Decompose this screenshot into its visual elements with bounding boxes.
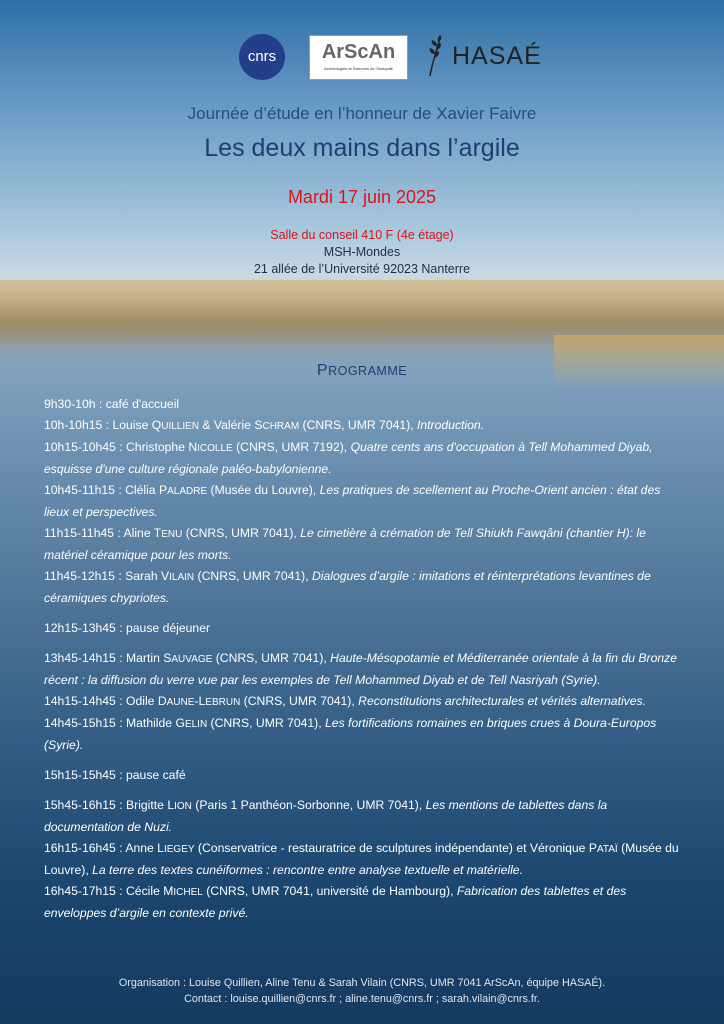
programme-item [44, 881, 684, 924]
programme-heading [0, 362, 724, 380]
programme-item-affiliation: (Musée du Louvre), [207, 483, 320, 497]
speaker-name: (Conservatrice - restauratrice de sculptures indépendante) et Véronique P [194, 841, 597, 855]
programme-item-title: Les mentions de tablettes dans la documentation de Nuzi. [44, 798, 608, 834]
programme-item-affiliation: (CNRS, UMR 7041), [240, 694, 359, 708]
arscan-logo-subtitle: Archéologies et Sciences de l'Antiquité [324, 66, 393, 71]
speaker-name: Odile D [126, 694, 167, 708]
footer-organisation: Organisation : Louise Quillien, Aline Tenu & Sarah Vilain (CNRS, UMR 7041 ArScAn, équipe HASAÉ). [118, 977, 606, 989]
programme-item-text: 12h15-13h45 : pause déjeuner [44, 621, 211, 635]
programme-item-time: 13h45-14h15 : [44, 651, 126, 665]
programme-item-time: 10h-10h15 : [44, 418, 113, 432]
programme-item-title: Haute-Mésopotamie et Méditerranée orientale à la fin du Bronze récent : la diffusion du verre vue par les exemples de Tell Mohammed Diyab et de Tell Nasriyah (Syrie). [44, 651, 678, 687]
programme-item-title: Reconstitutions architecturales et vérités alternatives. [358, 694, 647, 708]
programme-item [44, 480, 684, 523]
programme-item-title: Les fortifications romaines en briques crues à Doura-Europos (Syrie). [44, 716, 657, 752]
programme-item-title: Fabrication des tablettes et des enveloppes d’argile en contexte privé. [44, 884, 627, 920]
programme-item-time: 16h45-17h15 : [44, 884, 126, 898]
cnrs-logo: cnrs [239, 34, 285, 80]
speaker-surname-smallcaps: ICHEL [173, 887, 203, 898]
programme-item-time: 10h15-10h45 : [44, 440, 126, 454]
logo-bar [0, 34, 724, 80]
programme-item-time: 11h15-11h45 : [44, 526, 124, 540]
speaker-surname-smallcaps: IEGEY [163, 844, 195, 855]
programme-item-affiliation: (CNRS, UMR 7041), [299, 418, 417, 432]
programme-item-text: 15h15-15h45 : pause café [44, 768, 186, 782]
programme-item [44, 415, 684, 437]
speaker-surname-smallcaps: ALADRE [167, 486, 208, 497]
programme-item-affiliation: (CNRS, UMR 7041), [182, 526, 301, 540]
programme-item-time: 14h15-14h45 : [44, 694, 126, 708]
programme-item-title: Quatre cents ans d'occupation à Tell Mohammed Diyab, esquisse d'une culture régionale paléo-babylonienne. [44, 440, 653, 476]
speaker-surname-smallcaps: ATAÏ [596, 844, 618, 855]
wheat-icon [426, 34, 444, 78]
programme-item-affiliation: (CNRS, UMR 7192), [232, 440, 351, 454]
programme-item-time: 15h45-16h15 : [44, 798, 126, 812]
programme-list [44, 394, 684, 924]
speaker-name: Sarah V [125, 569, 170, 583]
programme-item-affiliation: (CNRS, UMR 7041), [212, 651, 331, 665]
event-title: Les deux mains dans l’argile [204, 134, 520, 162]
programme-item-affiliation: (CNRS, UMR 7041), [194, 569, 312, 583]
programme-item-title: La terre des textes cunéiformes : rencontre entre analyse textuelle et matérielle. [92, 863, 523, 877]
programme-item [44, 648, 684, 691]
arscan-logo [309, 35, 408, 80]
speaker-name: Clélia P [125, 483, 168, 497]
footer-contact: Contact : louise.quillien@cnrs.fr ; aline.tenu@cnrs.fr ; sarah.vilain@cnrs.fr. [184, 993, 540, 1005]
programme-item-title: Les pratiques de scellement au Proche-Orient ancien : état des lieux et perspectives. [44, 483, 661, 519]
programme-item-title: Le cimetière à crémation de Tell Shiukh Fawqâni (chantier H): le matériel céramique pour les morts. [44, 526, 646, 562]
programme-item-affiliation: (Musée du Louvre), [44, 841, 679, 877]
speaker-name: & Valérie S [199, 418, 263, 432]
speaker-name: Brigitte L [126, 798, 175, 812]
speaker-surname-smallcaps: ILAIN [169, 572, 195, 583]
arscan-logo-text: ArScAn [321, 41, 396, 63]
event-date: Mardi 17 juin 2025 [287, 187, 437, 207]
programme-item [44, 394, 684, 415]
programme-heading-rest: ROGRAMME [328, 364, 408, 378]
event-address: 21 allée de l’Université 92023 Nanterre [253, 262, 471, 276]
programme-item [44, 566, 684, 609]
programme-item-title: Dialogues d’argile : imitations et réinterprétations levantines de céramiques chypriotes. [44, 569, 651, 605]
hasae-logo: HASAÉ [452, 42, 542, 70]
footer [0, 975, 724, 1007]
speaker-name: Martin S [126, 651, 172, 665]
speaker-name: Cécile M [126, 884, 174, 898]
speaker-surname-smallcaps: AUVAGE [171, 654, 213, 665]
programme-item [44, 765, 684, 786]
speaker-surname-smallcaps: ENU [161, 529, 183, 540]
programme-item-time: 16h15-16h45 : [44, 841, 126, 855]
programme-item [44, 691, 684, 713]
programme-item [44, 838, 684, 881]
event-room: Salle du conseil 410 F (4e étage) [270, 228, 454, 242]
speaker-surname-smallcaps: ICOLLE [197, 443, 233, 454]
speaker-name: Mathilde G [126, 716, 185, 730]
programme-item-text: 9h30-10h : café d'accueil [44, 397, 180, 411]
programme-item [44, 713, 684, 756]
programme-item-affiliation: (CNRS, UMR 7041), [207, 716, 326, 730]
programme-item [44, 437, 684, 480]
speaker-surname-smallcaps: UILLIEN [161, 421, 200, 432]
programme-item-time: 11h45-12h15 : [44, 569, 126, 583]
speaker-surname-smallcaps: CHRAM [262, 421, 300, 432]
programme-item-title: Introduction. [417, 418, 485, 432]
speaker-name: -L [194, 694, 206, 708]
programme-item-time: 14h45-15h15 : [44, 716, 126, 730]
speaker-name: Aline T [123, 526, 162, 540]
speaker-name: Anne L [125, 841, 164, 855]
speaker-surname-smallcaps: AUNE [166, 697, 195, 708]
programme-item [44, 618, 684, 639]
speaker-surname-smallcaps: ELIN [184, 719, 208, 730]
programme-heading-initial: P [316, 362, 329, 379]
speaker-name: Louise Q [112, 418, 162, 432]
programme-item-time: 10h45-11h15 : [44, 483, 126, 497]
programme-item-affiliation: (Paris 1 Panthéon-Sorbonne, UMR 7041), [191, 798, 426, 812]
speaker-surname-smallcaps: EBRUN [205, 697, 241, 708]
speaker-surname-smallcaps: ION [174, 801, 192, 812]
programme-item-affiliation: (CNRS, UMR 7041, université de Hambourg), [202, 884, 457, 898]
event-venue: MSH-Mondes [323, 245, 401, 259]
programme-item [44, 795, 684, 838]
event-subtitle: Journée d’étude en l’honneur de Xavier Faivre [187, 104, 537, 123]
programme-item [44, 523, 684, 566]
speaker-name: Christophe N [126, 440, 198, 454]
